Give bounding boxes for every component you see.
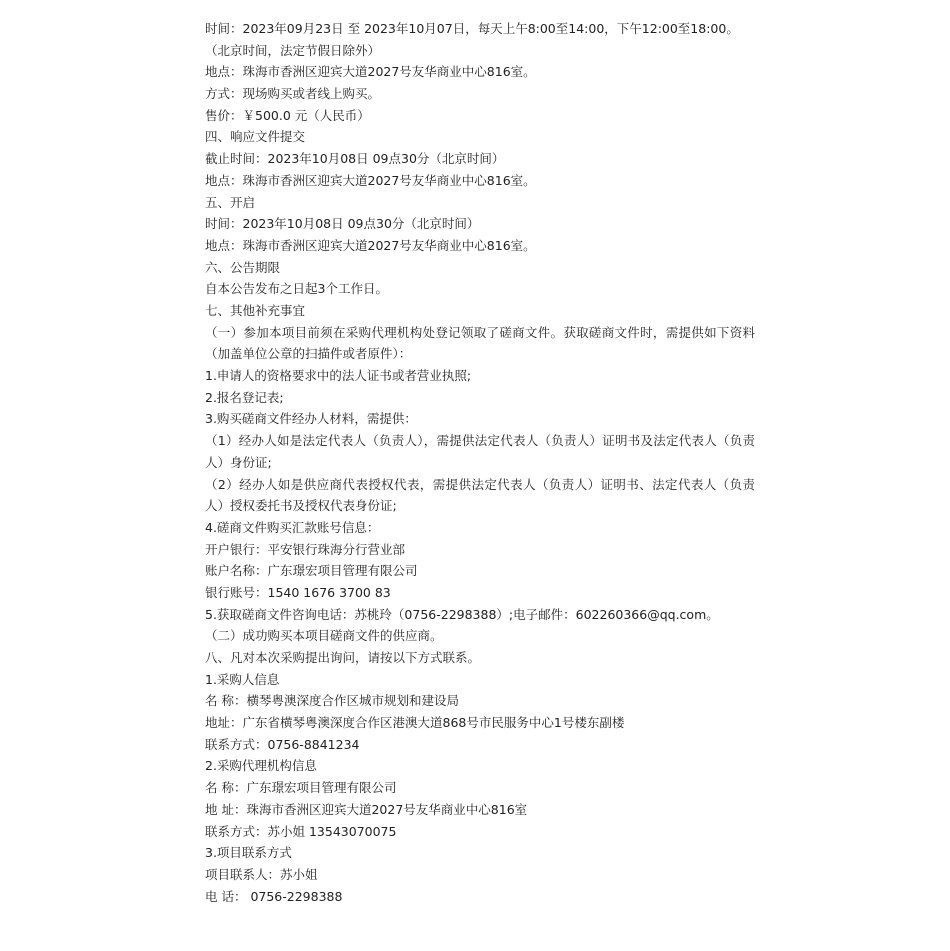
opening-location-line: 地点：珠海市香洲区迎宾大道2027号友华商业中心816室。 — [205, 237, 536, 253]
consultation-contact-line: 5.获取磋商文件咨询电话：苏桃玲（0756-2298388）;电子邮件：602260366@qq.com。 — [205, 606, 719, 622]
opening-time-line: 时间：2023年10月08日 09点30分（北京时间） — [205, 216, 480, 232]
supplier-eligibility-line: （二）成功购买本项目磋商文件的供应商。 — [205, 628, 443, 644]
notice-period-line: 自本公告发布之日起3个工作日。 — [205, 281, 388, 297]
agency-address-line: 地 址：珠海市香洲区迎宾大道2027号友华商业中心816室 — [205, 801, 528, 817]
sale-method-line: 方式：现场购买或者线上购买。 — [205, 86, 381, 102]
sale-location-line: 地点：珠海市香洲区迎宾大道2027号友华商业中心816室。 — [205, 64, 536, 80]
section-heading-submission: 四、响应文件提交 — [205, 129, 306, 145]
requirement-item-3-2: （2）经办人如是供应商代表授权代表，需提供法定代表人（负责人）证明书、法定代表人（负责人）授权委托书及授权代表身份证; — [205, 476, 755, 514]
registration-requirement-paragraph: （一）参加本项目前须在采购代理机构处登记领取了磋商文件。获取磋商文件时，需提供如下资料（加盖单位公章的扫描件或者原件）： — [205, 324, 755, 362]
purchaser-info-heading: 1.采购人信息 — [205, 671, 280, 687]
requirement-item-4: 4.磋商文件购买汇款账号信息： — [205, 519, 380, 535]
project-contact-person-line: 项目联系人：苏小姐 — [205, 866, 318, 882]
submission-deadline-line: 截止时间：2023年10月08日 09点30分（北京时间） — [205, 151, 505, 167]
section-heading-notice-period: 六、公告期限 — [205, 259, 281, 275]
requirement-item-3-1: （1）经办人如是法定代表人（负责人），需提供法定代表人（负责人）证明书及法定代表人（负责人）身份证; — [205, 433, 755, 470]
project-contact-heading: 3.项目联系方式 — [205, 845, 292, 861]
agency-info-heading: 2.采购代理机构信息 — [205, 758, 317, 774]
account-number-line: 银行账号：1540 1676 3700 83 — [205, 584, 391, 600]
document-body — [205, 18, 755, 907]
account-name-line: 账户名称：广东璟宏项目管理有限公司 — [205, 563, 418, 579]
purchaser-address-line: 地址：广东省横琴粤澳深度合作区港澳大道868号市民服务中心1号楼东副楼 — [205, 715, 625, 731]
section-heading-opening: 五、开启 — [205, 194, 256, 210]
agency-contact-line: 联系方式：苏小姐 13543070075 — [205, 823, 397, 839]
agency-name-line: 名 称：广东璟宏项目管理有限公司 — [205, 780, 397, 796]
section-heading-other-matters: 七、其他补充事宜 — [205, 302, 306, 318]
purchaser-name-line: 名 称：横琴粤澳深度合作区城市规划和建设局 — [205, 693, 459, 709]
bank-name-line: 开户银行：平安银行珠海分行营业部 — [205, 541, 406, 557]
section-heading-contact: 八、凡对本次采购提出询问，请按以下方式联系。 — [205, 650, 481, 666]
project-contact-phone-line: 电 话： 0756-2298388 — [205, 888, 343, 904]
purchaser-phone-line: 联系方式：0756-8841234 — [205, 736, 360, 752]
requirement-item-2: 2.报名登记表; — [205, 389, 284, 405]
sale-time-note: （北京时间，法定节假日除外） — [205, 42, 381, 58]
requirement-item-1: 1.申请人的资格要求中的法人证书或者营业执照; — [205, 368, 472, 384]
submission-location-line: 地点：珠海市香洲区迎宾大道2027号友华商业中心816室。 — [205, 172, 536, 188]
sale-time-line: 时间：2023年09月23日 至 2023年10月07日，每天上午8:00至14:00，下午12:00至18:00。 — [205, 21, 739, 36]
requirement-item-3: 3.购买磋商文件经办人材料，需提供： — [205, 411, 417, 427]
sale-price-line: 售价：￥500.0 元（人民币） — [205, 107, 370, 123]
